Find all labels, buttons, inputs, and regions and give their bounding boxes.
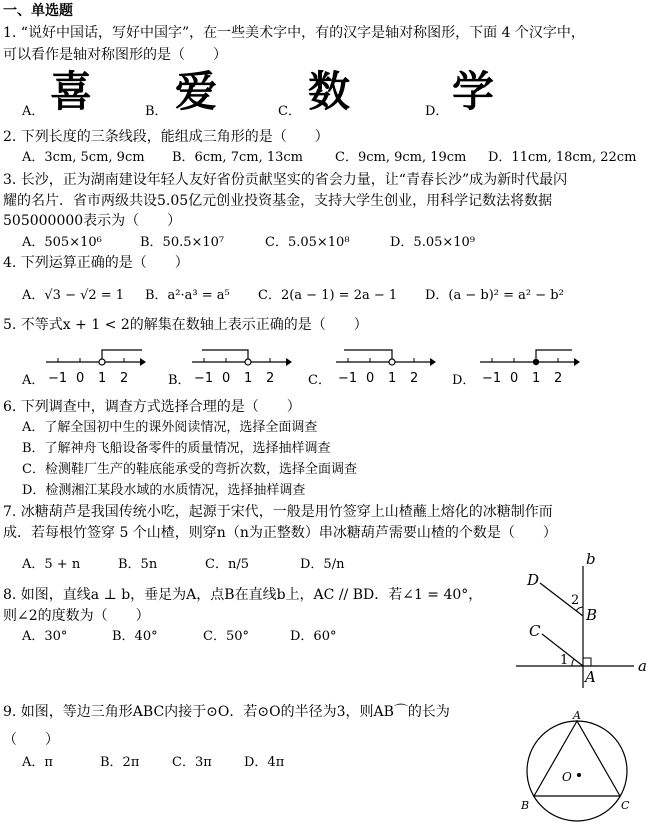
center-point: [577, 773, 581, 777]
q6-option-b: B．了解神舟飞船设备零件的质量情况，选择抽样调查: [22, 441, 331, 456]
q7-option-c: C．n/5: [205, 557, 249, 572]
q5-number-line-c: [332, 340, 437, 388]
q5-option-a-label: A．: [22, 373, 45, 388]
q3-stem-line3: 505000000表示为（ ）: [3, 213, 182, 229]
q5a-tick-label: −1: [48, 371, 68, 386]
q7-stem-line1: 7. 冰糖葫芦是我国传统小吃，起源于宋代，一般是用竹签穿上山楂蘸上熔化的冰糖制作而: [3, 504, 553, 520]
q1-option-c-label: C．: [278, 104, 301, 119]
q1-option-b-label: B．: [145, 104, 168, 119]
q8-option-a: A．30°: [22, 629, 68, 644]
circle-o: [527, 721, 627, 821]
q7-option-d: D．5/n: [300, 557, 345, 572]
q5-stem: 5. 不等式x + 1 < 2的解集在数轴上表示正确的是（ ）: [3, 317, 368, 333]
q2-option-c: C．9cm, 9cm, 19cm: [335, 150, 467, 165]
q3-option-c: C．5.05×10⁸: [265, 235, 350, 250]
q5b-tick-label: −1: [194, 371, 214, 386]
q9-stem-line1: 9. 如图，等边三角形ABC内接于⊙O．若⊙O的半径为3，则AB⌒的长为: [3, 704, 450, 720]
label-a-line: a: [638, 657, 647, 675]
q5-number-line-d: [476, 340, 581, 388]
q4-option-c: C．2(a − 1) = 2a − 1: [258, 288, 398, 303]
q4-stem: 4. 下列运算正确的是（ ）: [3, 255, 189, 271]
q5d-tick-label: 1: [532, 371, 541, 386]
q1-option-a-label: A．: [22, 104, 45, 119]
q4-option-d: D．(a − b)² = a² − b²: [425, 288, 564, 303]
q8-stem-line2: 则∠2的度数为（ ）: [3, 608, 150, 624]
q6-option-d: D．检测湘江某段水域的水质情况，选择抽样调查: [22, 483, 306, 498]
q5d-tick-label: 0: [510, 371, 519, 386]
q9-stem-line2: （ ）: [3, 732, 59, 748]
q9-figure: [518, 708, 636, 830]
q7-option-a: A．5 + n: [22, 557, 81, 572]
q8-option-d: D．60°: [290, 629, 337, 644]
q9-option-b: B．2π: [100, 755, 140, 770]
label-point-c: C: [621, 799, 630, 812]
label-point-d: D: [527, 571, 540, 589]
q3-stem-line1: 3. 长沙，正为湖南建设年轻人友好省份贡献坚实的省会力量，让“青春长沙”成为新时代最闪: [3, 172, 568, 188]
q5-number-line-a: [42, 340, 147, 388]
q7-stem-line2: 成．若每根竹签穿 5 个山楂，则穿n（n为正整数）串冰糖葫芦需要山楂的个数是（ ）: [3, 525, 557, 541]
q6-stem: 6. 下列调查中，调查方式选择合理的是（ ）: [3, 399, 301, 415]
q8-option-c: C．50°: [203, 629, 249, 644]
label-point-b: B: [586, 606, 598, 624]
q5c-tick-label: −1: [338, 371, 358, 386]
q7-option-b: B．5n: [118, 557, 158, 572]
q3-option-a: A．505×10⁶: [22, 235, 102, 250]
q4-option-a: A．√3 − √2 = 1: [22, 288, 125, 303]
q5-option-c-label: C．: [308, 373, 331, 388]
q1-option-d-label: D．: [425, 104, 449, 119]
triangle-abc: [534, 721, 620, 796]
angle-1-arc: [572, 659, 574, 666]
q2-stem: 2. 下列长度的三条线段，能组成三角形的是（ ）: [3, 129, 329, 145]
label-point-b: B: [521, 799, 530, 812]
q5a-tick-label: 1: [98, 371, 107, 386]
q2-option-d: D．11cm, 18cm, 22cm: [488, 150, 637, 165]
q5c-tick-label: 0: [366, 371, 375, 386]
q1-stem-line1: 1. “说好中国话，写好中国字”，在一些美术字中，有的汉字是轴对称图形，下面 4 个汉字中，: [3, 25, 585, 41]
q5-option-b-label: B．: [168, 373, 191, 388]
label-center-o: O: [562, 770, 572, 784]
q1-option-b-char: 爱: [175, 67, 218, 116]
right-angle-mark: [583, 658, 591, 666]
q6-option-a: A．了解全国初中生的课外阅读情况，选择全面调查: [22, 420, 318, 435]
label-angle-1: 1: [560, 653, 569, 668]
q5b-tick-label: 0: [222, 371, 231, 386]
q3-stem-line2: 耀的名片．省市两级共设5.05亿元创业投资基金，支持大学生创业，用科学记数法将数据: [3, 193, 553, 209]
q5d-tick-label: −1: [482, 371, 502, 386]
q3-option-d: D．5.05×10⁹: [390, 235, 476, 250]
label-point-a: A: [585, 668, 596, 686]
q5b-tick-label: 2: [266, 371, 275, 386]
q2-option-a: A．3cm, 5cm, 9cm: [22, 150, 145, 165]
q5d-tick-label: 2: [554, 371, 563, 386]
q6-option-c: C．检测鞋厂生产的鞋底能承受的弯折次数，选择全面调查: [22, 462, 357, 477]
q2-option-b: B．6cm, 7cm, 13cm: [172, 150, 303, 165]
q8-stem-line1: 8. 如图，直线a ⊥ b，垂足为A，点B在直线b上，AC // BD．若∠1 = 40°，: [3, 587, 483, 603]
q5c-tick-label: 1: [388, 371, 397, 386]
q9-option-d: D．4π: [244, 755, 285, 770]
section-title: 一、单选题: [3, 3, 73, 19]
q5b-tick-label: 1: [244, 371, 253, 386]
q1-option-d-char: 学: [452, 67, 495, 116]
q8-figure: [510, 550, 658, 692]
label-angle-2: 2: [571, 593, 580, 608]
q9-option-a: A．π: [22, 755, 53, 770]
q9-option-c: C．3π: [172, 755, 212, 770]
q5-option-d-label: D．: [452, 373, 476, 388]
q5-number-line-b: [188, 340, 293, 388]
q1-option-a-char: 喜: [50, 67, 93, 116]
q8-option-b: B．40°: [112, 629, 158, 644]
q1-option-c-char: 数: [308, 67, 351, 116]
label-b-line: b: [586, 550, 596, 568]
q3-option-b: B．50.5×10⁷: [140, 235, 225, 250]
q5a-tick-label: 0: [76, 371, 85, 386]
label-point-c: C: [529, 622, 541, 640]
q5c-tick-label: 2: [410, 371, 419, 386]
q5a-tick-label: 2: [120, 371, 129, 386]
q4-option-b: B．a²·a³ = a⁵: [145, 288, 230, 303]
label-point-a: A: [573, 709, 581, 722]
q1-stem-line2: 可以看作是轴对称图形的是（ ）: [3, 47, 227, 63]
